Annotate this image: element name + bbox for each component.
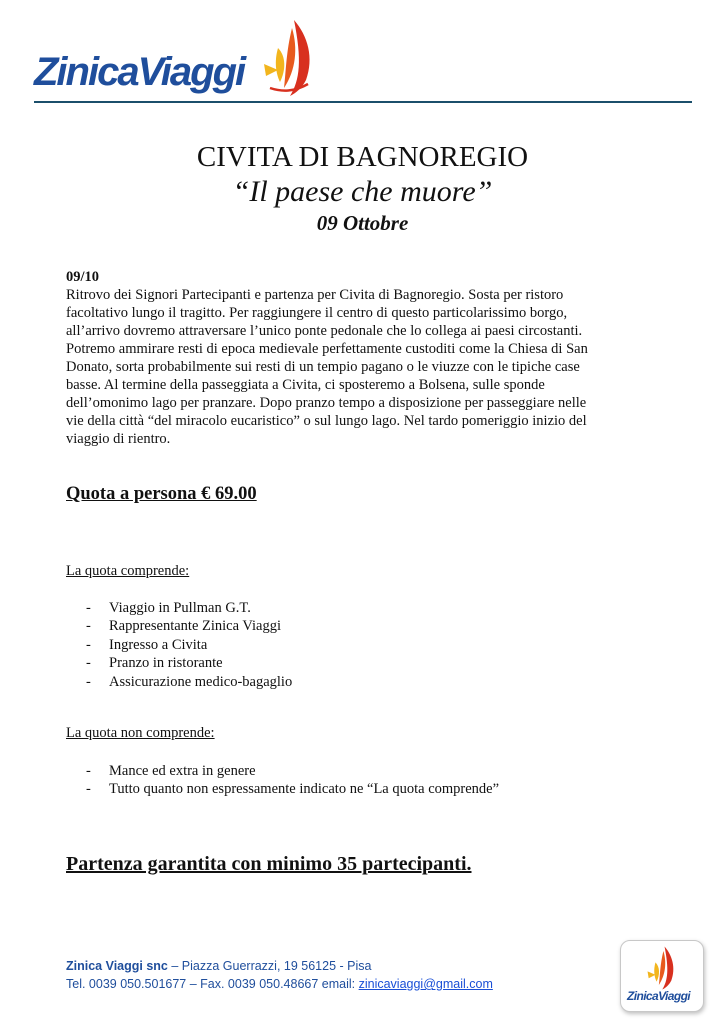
sail-logo-icon [256, 18, 316, 98]
itinerary-line: Potremo ammirare resti di epoca medievale perfettamente custoditi come la Chiesa di San [66, 341, 588, 357]
list-item: - Pranzo in ristorante [86, 655, 223, 672]
page-subtitle: “Il paese che muore” [232, 175, 493, 208]
footer-contacts-line [66, 975, 493, 993]
guarantee-notice: Partenza garantita con minimo 35 partecipanti. [66, 853, 472, 875]
footer-logo-badge [620, 940, 704, 1012]
itinerary-text [66, 286, 666, 448]
itinerary-line: dell’omonimo lago per pranzare. Dopo pranzo tempo a disposizione per passeggiare nelle [66, 395, 587, 411]
itinerary-line: basse. Al termine della passeggiata a Civita, ci sposteremo a Bolsena, sulle sponde [66, 377, 545, 393]
itinerary-day: 09/10 [66, 269, 100, 285]
list-item: - Viaggio in Pullman G.T. [86, 600, 251, 616]
email-link[interactable]: zinicaviaggi@gmail.com [358, 977, 493, 991]
header-rule [34, 101, 692, 103]
logo-wordmark: ZinicaViaggi [34, 50, 245, 94]
list-item: - Ingresso a Civita [86, 636, 208, 653]
list-item: - Rappresentante Zinica Viaggi [86, 618, 281, 635]
badge-wordmark: ZinicaViaggi [627, 989, 691, 1003]
itinerary-line: Ritrovo dei Signori Partecipanti e partenza per Civita di Bagnoregio. Sosta per ristoro [66, 287, 564, 303]
footer-contacts: Tel. 0039 050.501677 – Fax. 0039 050.48667 email: [66, 977, 359, 991]
itinerary-line: vie della città “del miracolo eucaristico” o sul lungo lago. Nel tardo pomeriggio inizio del [66, 413, 587, 429]
company-logo [34, 18, 314, 100]
sail-logo-icon [643, 945, 677, 991]
itinerary-line: viaggio di rientro. [66, 431, 171, 447]
footer-company: Zinica Viaggi snc [66, 959, 168, 973]
itinerary-line: Donato, sorta probabilmente sui resti di un tempio pagano o le viuzze con le tipiche case [66, 359, 580, 375]
page-title: CIVITA DI BAGNOREGIO [196, 141, 529, 173]
footer [66, 957, 493, 993]
itinerary-line: all’arrivo dovremo attraversare l’unico ponte pedonale che lo collega ai paesi circostanti. [66, 323, 583, 339]
list-item: - Mance ed extra in genere [86, 763, 256, 779]
price-per-person: Quota a persona € 69.00 [66, 484, 257, 504]
list-item: - Tutto quanto non espressamente indicato ne “La quota comprende” [86, 781, 500, 798]
excluded-heading: La quota non comprende: [66, 725, 215, 741]
list-item: - Assicurazione medico-bagaglio [86, 673, 293, 690]
included-list [86, 599, 292, 691]
trip-date: 09 Ottobre [316, 211, 409, 235]
footer-address: – Piazza Guerrazzi, 19 56125 - Pisa [167, 959, 372, 973]
itinerary-line: facoltativo lungo il tragitto. Per raggiungere il centro di questo particolarissimo borgo, [66, 305, 568, 321]
footer-address-line [66, 957, 493, 975]
excluded-list [86, 762, 499, 799]
title-block [0, 140, 725, 236]
included-heading: La quota comprende: [66, 563, 190, 579]
